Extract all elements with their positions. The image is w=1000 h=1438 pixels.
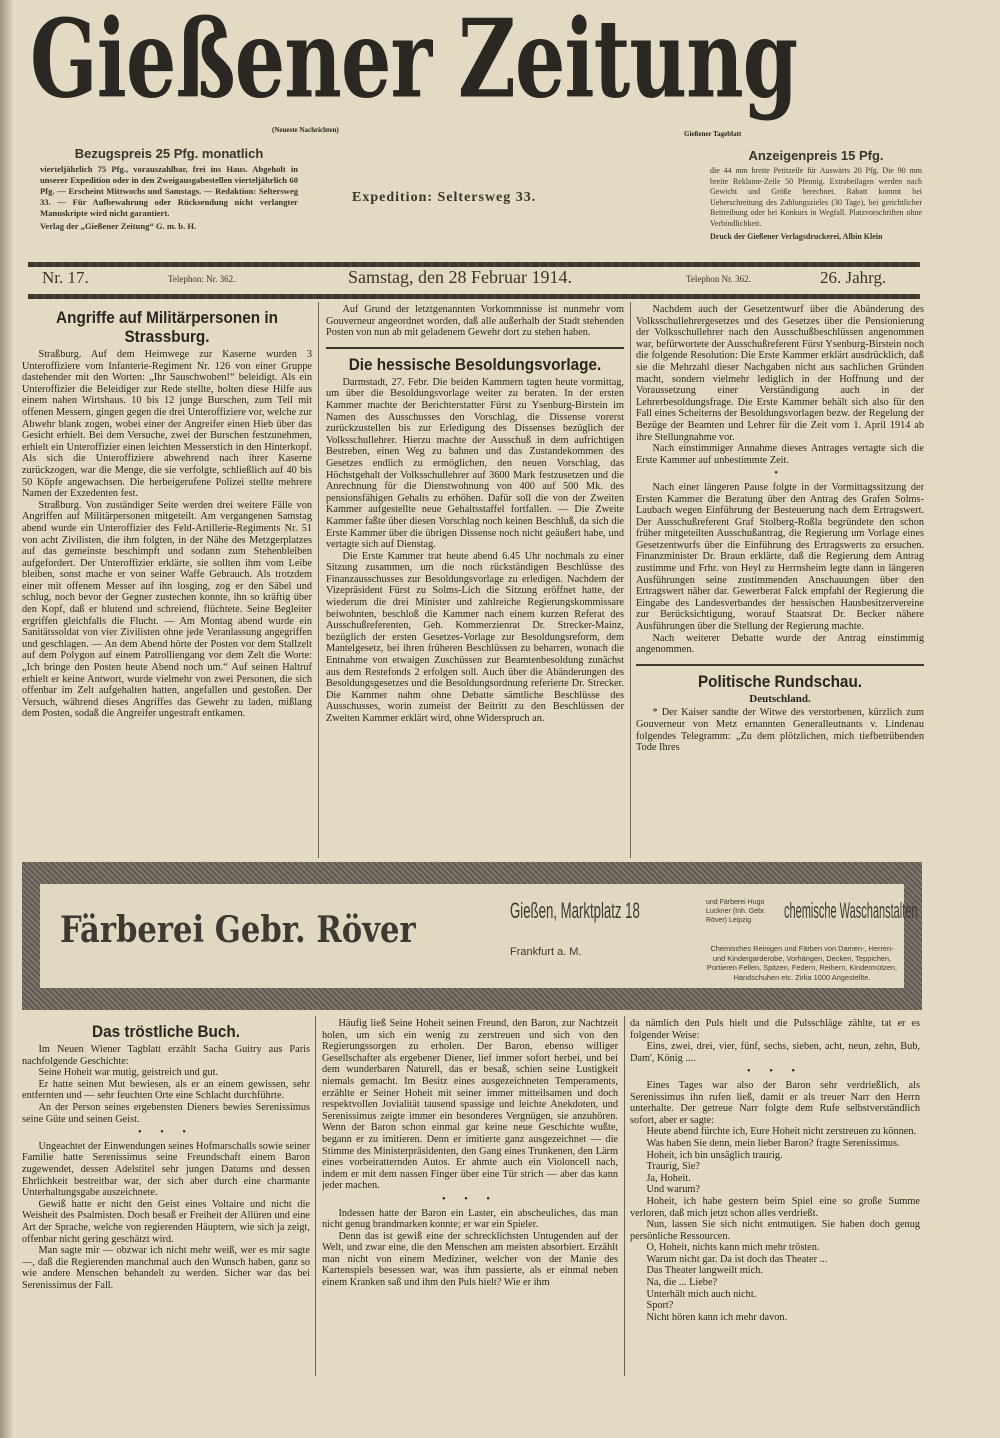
advertising-info	[710, 148, 922, 242]
paragraph: Traurig, Sie?	[646, 1161, 700, 1173]
separator-dots: • • •	[442, 1193, 498, 1205]
column-divider	[315, 1016, 316, 1376]
paragraph-list	[326, 304, 624, 339]
subscription-info	[40, 146, 298, 232]
paragraph: Sport?	[646, 1300, 674, 1312]
article-headline: Angriffe auf Militärpersonen in Strassburg.	[56, 308, 278, 346]
paragraph: Eines Tages war also der Baron sehr verdrießlich, als Serenissimus ihn rufen ließ, damit er als treuer Narr den Herrn unterhalte. Der getreue Narr folgte dem Rufe selbstverständlich sofort, aber er sagte:	[630, 1079, 920, 1126]
subscription-heading: Bezugspreis 25 Pfg. monatlich	[74, 146, 264, 161]
paragraph: Unterhält mich auch nicht.	[646, 1288, 757, 1300]
paragraph: Denn das ist gewiß eine der schrecklichsten Untugenden auf der Welt, und zwar eine, die den Menschen am meisten absorbiert. Erzählt man nicht von einem Mediziner, welcher von der Manie des Kartenspiels besessen war, was ihm passierte, als er einmal neben einem Kranken saß und ihm den Puls hielt? Wie er ihm	[322, 1230, 618, 1289]
section-rule	[636, 664, 924, 666]
article-besoldungsvorlage	[326, 304, 624, 856]
paragraph: Seine Hoheit war mutig, geistreich und gut.	[38, 1067, 219, 1079]
column-divider	[318, 302, 319, 858]
section-subheadline: Deutschland.	[749, 692, 811, 705]
feuilleton-column-3	[630, 1018, 920, 1376]
paragraph: Häufig ließ Seine Hoheit seinen Freund, den Baron, zur Nachtzeit holen, um sich ein wenig zu zerstreuen und sich von den Regierungssorgen zu erholen. Der Baron, ebenso williger Gesellschafter als ergebener Diener, lief immer sofort herbei, und bei dem wunderbaren Naturell, das er besaß, schien seine Lustigkeit niemals gemacht. Im Besitz eines ausgezeichneten Temperaments, erzählte er Seiner Hoheit mit seiner immer mitteilsamen und doch respektvollen Jovialität tausend spassige und leichte Anekdoten, und Serenissimus zeigte immer ein besonderes Vergnügen, sie anzuhören. Wenn der Baron schon einmal gar keine neue Geschichte wußte, begann er zu imitieren. Denn er imitierte ganz ausgezeichnet — die Stimme des Ministerpräsidenten, den Gang eines Trunkenen, den Lärm eines vorbeiratternden Autos. Er ahmte auch ein Violoncell nach, indem er mit dem nassen Finger über eine Tür strich — aber das kann jeder machen.	[322, 1018, 618, 1192]
printer: Druck der Gießener Verlagsdruckerei, Albin Klein	[710, 231, 883, 241]
paragraph: Und warum?	[646, 1184, 700, 1196]
paragraph: Darmstadt, 27. Febr. Die beiden Kammern tagten heute vormittag, um über die Besoldungsvorlage weiter zu beraten. In der ersten Kammer machte der Berichterstatter Fürst zu Ysenburg-Birstein im Namen des Ausschusses den Vorschlag, die Dissense vorerst zurückzustellen bis zur Erledigung des Dissenses bezüglich der Volksschullehrer. Hierzu machte der Ausschuß in dem aufrichtigen Bestreben, einen Weg zu bahnen und das Zustandekommen des Gesetzes endlich zu ermöglichen, den neuen Vorschlag, das Höchstgehalt der Volksschullehrer auf 3600 Mark festzusetzen und die Anrechnung für die Dienstwohnung von 400 auf 500 Mk. des pensionsfähigen Gehalts zu erhöhen. Dafür soll die von der Zweiten Kammer aufgestellte neue Gehaltsstaffel fortfallen. — Die Zweite Kammer faßte über diesen Vorschlag noch keinen Beschluß, da sich die Erste Kammer über die übrigen Dissense noch nicht geäußert habe, und vertagte sich auf Dienstag.	[326, 376, 624, 551]
advertising-text: die 44 mm breite Petitzeile für Auswärts 20 Pfg. Die 90 mm breite Reklame-Zeile 50 Pfennig. Extrabeilagen werden nach Gewicht und Größe berechnet. Rabatt kommt bei Ueberschreitung des Zahlungszieles (30 Tage), bei gerichtlicher Beitreibung oder bei Konkurs in Wegfall. Platzvorschriften ohne Verbindlichkeit.	[710, 166, 922, 228]
paragraph: An der Person seines ergebensten Dieners bewies Serenissimus seine Güte und seinen Geist.	[22, 1101, 310, 1125]
ad-city: Frankfurt a. M.	[510, 946, 582, 958]
paragraph: Indessen hatte der Baron ein Laster, ein abscheuliches, das man nicht genug brandmarken konnte; er war ein Spieler.	[322, 1207, 618, 1231]
paragraph-list	[22, 349, 312, 720]
paragraph: Nach einstimmiger Annahme dieses Antrages vertagte sich die Erste Kammer auf unbestimmte Zeit.	[636, 443, 924, 466]
paragraph: Warum nicht gar. Da ist doch das Theater ...	[646, 1253, 828, 1265]
column-divider	[630, 302, 631, 858]
paragraph-list	[22, 1044, 310, 1291]
advertising-heading: Anzeigenpreis 15 Pfg.	[748, 148, 884, 163]
separator-dots: •	[774, 468, 786, 480]
paragraph: Hoheit, ich habe gestern beim Spiel eine so große Summe verloren, daß mich jetzt schon alles verdrießt.	[630, 1195, 920, 1219]
advertisement-roever	[22, 862, 922, 1010]
paragraph: da nämlich den Puls hielt und die Pulsschläge zählte, tat er es folgender Weise:	[630, 1018, 920, 1041]
paragraph: Ungeachtet der Einwendungen seines Hofmarschalls sowie seiner Familie hatte Serenissimus seine Freundschaft einem Baron zugewendet, dessen Adelstitel sehr jungen Datums und dessen Ehrlichkeit bestreitbar war, der sich aber durch eine charmante Unterhaltungsgabe auszeichnete.	[22, 1140, 310, 1199]
paragraph: Man sagte mir — obzwar ich nicht mehr weiß, wer es mir sagte —, daß die Regierenden manchmal auch den Wunsch haben, ganz so wie andere Menschen behandelt zu werden. Sicher war das bei Serenissimus der Fall.	[22, 1245, 310, 1291]
phone-left: Telephon: Nr. 362.	[168, 274, 236, 284]
issue-number: Nr. 17.	[42, 268, 89, 287]
paragraph-list	[326, 377, 624, 725]
paragraph: Hoheit, ich bin unsäglich traurig.	[646, 1149, 783, 1161]
paragraph: Auf Grund der letztgenannten Vorkommnisse ist nunmehr vom Gouverneur angeordnet worden, daß alle außerhalb der Stadt stehenden Posten von nun ab mit geladenem Gewehr dort zu stehen haben.	[326, 304, 624, 339]
paragraph-list	[636, 304, 924, 656]
paragraph: Nun, lassen Sie sich nicht entmutigen. Sie haben doch genug persönliche Ressourcen.	[630, 1219, 920, 1242]
feuilleton-column-2	[322, 1018, 618, 1376]
publisher: Verlag der „Gießener Zeitung“ G. m. b. H.	[40, 221, 197, 231]
ad-company-name: Färberei Gebr. Röver	[60, 909, 416, 951]
ad-address: Gießen, Marktplatz 18	[510, 898, 640, 923]
paragraph: Die Erste Kammer trat heute abend 6.45 Uhr nochmals zu einer Sitzung zusammen, um die noch rückständigen Beschlüsse des Finanzausschusses zur Besoldungsvorlage zu erledigen. Nachdem der Vizepräsident Fürst zu Solms-Lich die Sitzung eröffnet hatte, der wiederum die drei Minister und zahlreiche Regierungskommissare beiwohnten, beschloß die Kammer nach einem kurzen Referat des Ausschußreferenten, Geh. Kommerzienrat Dr. Strecker-Mainz, bezüglich der ersten Gesetzes-Vorlage zur Besoldungsreform, dem Mantelgesetz, bei ihren früheren Beschlüssen zu beharren, wonach die Entnahme von etwaigen Zuschüssen zur Beamtenbesoldung zunächst aus dem Restefonds 2 erfolgen soll. Auch über die Abänderungen des Besoldungsgesetzes und die Besoldungsordnung referierte Dr. Strecker. Die Kammer nahm ohne Debatte sämtliche Beschlüsse des Ausschusses, worin zumeist der Beitritt zu den Beschlüssen der Zweiten Kammer erklärt wird, ohne Widerspruch an.	[326, 550, 624, 724]
issue-date: Samstag, den 28 Februar 1914.	[348, 267, 572, 287]
ad-description: Chemisches Reinigen und Färben von Damen-, Herren- und Kindergarderobe, Vorhängen, Decken, Teppichen, Portieren Fellen, Spitzen, Federn, Reihern, Kindermützen, Handschuhen etc. Zirka 1000 Angestellte.	[706, 944, 898, 982]
feuilleton-column-1	[22, 1018, 310, 1376]
dateline	[30, 267, 920, 292]
paragraph: O, Hoheit, nichts kann mich mehr trösten.	[646, 1242, 820, 1254]
feuilleton-headline: Das tröstliche Buch.	[92, 1022, 240, 1041]
title-subtitle-right: Gießener Tageblatt	[684, 130, 742, 138]
paragraph: Eins, zwei, drei, vier, fünf, sechs, sieben, acht, neun, zehn, Bub, Dam', König ....	[630, 1041, 920, 1064]
paragraph: Gewiß hatte er nicht den Geist eines Voltaire und nicht die Weisheit des Psalmisten. Doch besaß er Freiheit der Allüren und eine Art der Sprache, welche von regierenden Häuptern, wie sich ja zeigt, offenbar nicht gering geschätzt wird.	[22, 1198, 310, 1245]
phone-right: Telephon Nr. 362.	[686, 274, 751, 284]
expedition-address: Expedition: Seltersweg 33.	[352, 190, 537, 205]
paragraph: Nicht hören kann ich mehr davon.	[646, 1311, 788, 1323]
article-continuation	[636, 304, 924, 856]
newspaper-title: Gießener Zeitung	[30, 0, 798, 123]
title-subtitle-left: (Neueste Nachrichten)	[272, 126, 339, 134]
separator-dots: • • •	[138, 1127, 194, 1139]
dateline-rule	[28, 294, 920, 299]
paragraph: Nach einer längeren Pause folgte in der Vormittagssitzung der Ersten Kammer die Beratung über den Antrag des Grafen Solms-Laubach wegen Einführung der Besteuerung nach dem Ertragswert. Der Ausschußreferent Graf Stolberg-Roßla begründete den schon früher mitgeteilten Ausschußantrag, die Regierung um Vorlage eines Gesetzentwurfs über die Einführung des Ertragswerts zu ersuchen. Finanzminister Dr. Braun erklärte, daß die Regierung dem Antrag zustimme und Frhr. von Heyl zu Herrnsheim legte dann in längeren Ausführungen seine zustimmenden Anschauungen über den Ertragswert näher dar. Gewerberat Falck empfahl der Regierung die Eingabe des Landesverbandes der hessischen Hausbesitzervereine zur Berücksichtigung, worauf Staatsrat Dr. Becker nähere Ausführungen über die Stellung der Regierung machte.	[636, 481, 924, 633]
column-divider	[624, 1016, 625, 1376]
paragraph-list	[322, 1018, 618, 1289]
paragraph: Heute abend fürchte ich, Eure Hoheit nicht zerstreuen zu können.	[646, 1126, 917, 1138]
paragraph-list	[630, 1018, 920, 1323]
paragraph: Das Theater langweilt mich.	[646, 1265, 763, 1277]
article-headline: Die hessische Besoldungsvorlage.	[348, 354, 602, 374]
article-military-attacks	[22, 304, 312, 856]
subscription-text: vierteljährlich 75 Pfg., vorauszahlbar, frei ins Haus. Abgeholt in unserer Expedition oder in den Zweigausgabestellen vierteljährlich 60 Pfg. — Erscheint Mittwochs und Samstags. — Redaktion: Seltersweg 33. — Für Aufbewahrung oder Rücksendung nicht verlangter Manuskripte wird nicht garantiert.	[40, 164, 298, 218]
paragraph: * Der Kaiser sandte der Witwe des verstorbenen, kürzlich zum Gouverneur von Metz ernannten Generalleutnants v. Lindenau folgendes Telegramm: „Zu dem plötzlichen, mich tiefbetrübenden Tode Ihres	[636, 707, 924, 754]
separator-dots: • • •	[747, 1066, 803, 1078]
paragraph-list	[636, 707, 924, 753]
paragraph: Straßburg. Von zuständiger Seite werden drei weitere Fälle von Angriffen auf Militärpersonen mitgeteilt. Am vergangenen Samstag abend wurde ein Unteroffizier des Feld-Artillerie-Regiments Nr. 51 von acht Zivilisten, die ihm folgten, in der Nähe des Metzgerplatzes auf das gemeinste beschimpft und sodann zum Stehenbleiben aufgefordert. Der Unteroffizier erklärte, sie sollten ihm vom Leibe bleiben, sonst mache er von seiner Waffe Gebrauch. Als trotzdem einer mit offenem Messer auf ihn losging, zog er den Säbel und schlug, noch bevor der Gegner zustechen konnte, ihn so kräftig über den Kopf, daß er blutend und schreiend, flüchtete. Seine Begleiter ergriffen gleichfalls die Flucht. — Am Montag abend wurde ein Sanitätssoldat von vier Zivilisten ohne jede Veranlassung angegriffen und geschlagen. — An dem Abend hörte der Posten vor dem Stallzelt auf dem Polygon auf einem Patrolliengang vor dem Zelt die Worte: „Ich bringe den Posten heute Abend noch um.“ Auf seinen Haltruf erhielt er keine Antwort, wurde vielmehr von zwei Personen, die sich offenbar im Zelt aufgehalten hatten, angefallen und gestoßen. Der Versuch, während dieses Angriffes das Gewehr zu laden, mißlang dem Posten, sodaß die Angreifer ungestraft entkamen.	[22, 499, 312, 720]
paragraph: Na, die ... Liebe?	[646, 1277, 718, 1289]
section-headline: Politische Rundschau.	[697, 671, 863, 691]
volume-year: 26. Jahrg.	[820, 268, 887, 287]
paragraph: Nachdem auch der Gesetzentwurf über die Abänderung des Volksschullehrergesetzes und des Gesetzes über die Pensionierung der Volksschullehrer nach den Ausschußbeschlüssen angenommen war, befürwortete der Ausschußreferent Fürst Ysenburg-Birstein noch die folgende Resolution: Die Erste Kammer erklärt ausdrücklich, daß sie die Mehrzahl dieser Nachgaben nicht aus sachlichen Gründen macht, sondern vielmehr lediglich in der Hoffnung und der Voraussetzung einer Verständigung auch in der Lehrerbesoldungsfrage. Die Erste Kammer behält sich also für den Fall eines Scheiterns der Besoldungsvorlagen bezw. der Regelung der Bezüge der Beamten und Lehrer für die Zeit vom 1. April 1914 ab ihre Stellungnahme vor.	[636, 304, 924, 443]
paragraph: Nach weiterer Debatte wurde der Antrag einstimmig angenommen.	[636, 632, 924, 656]
paragraph: Straßburg. Auf dem Heimwege zur Kaserne wurden 3 Unteroffiziere vom Infanterie-Regiment Nr. 126 von einer Gruppe dastehender mit den Worten: „Ihr Sauschwoben!“ beleidigt. Als ein Unteroffizier die Beleidiger zur Rede stellte, holten diese Hilfe aus einem nahen Wirtshaus. 10 bis 12 junge Burschen, zum Teil mit offenen Messern, gingen gegen die drei Unteroffiziere vor, welche zur Abwehr blank zogen, wobei einer der Angreifer einen Hieb über das Gesicht erhielt. Bei dem Versuche, zwei der Burschen festzunehmen, erhielt ein Unteroffizier einen leichten Messerstich in den Hinterkopf. Als sich die Unteroffiziere abwehrend nach ihrer Kaserne zurückzogen, war die Menge, die sie verfolgte, schließlich auf 40 bis 50 Köpfe angewachsen. Die herbeigerufene Polizei stellte mehrere Namen der Exzedenten fest.	[22, 349, 312, 500]
paragraph: Ja, Hoheit.	[646, 1172, 691, 1184]
paragraph: Im Neuen Wiener Tagblatt erzählt Sacha Guitry aus Paris nachfolgende Geschichte:	[22, 1044, 310, 1067]
paragraph: Was haben Sie denn, mein lieber Baron? fragte Serenissimus.	[646, 1137, 900, 1149]
ad-tagline: chemische Waschanstalten	[784, 898, 918, 923]
ad-partner: und Färberei Hugo Luckner (Inh. Gebr. Röver) Leipzig	[706, 899, 766, 924]
section-rule	[326, 347, 624, 349]
paragraph: Er hatte seinen Mut bewiesen, als er an einem gewissen, sehr entfernten und — sehr feuchten Orte eine Schlacht durchführte.	[22, 1078, 310, 1102]
adjacent-page-edge	[0, 0, 14, 1438]
